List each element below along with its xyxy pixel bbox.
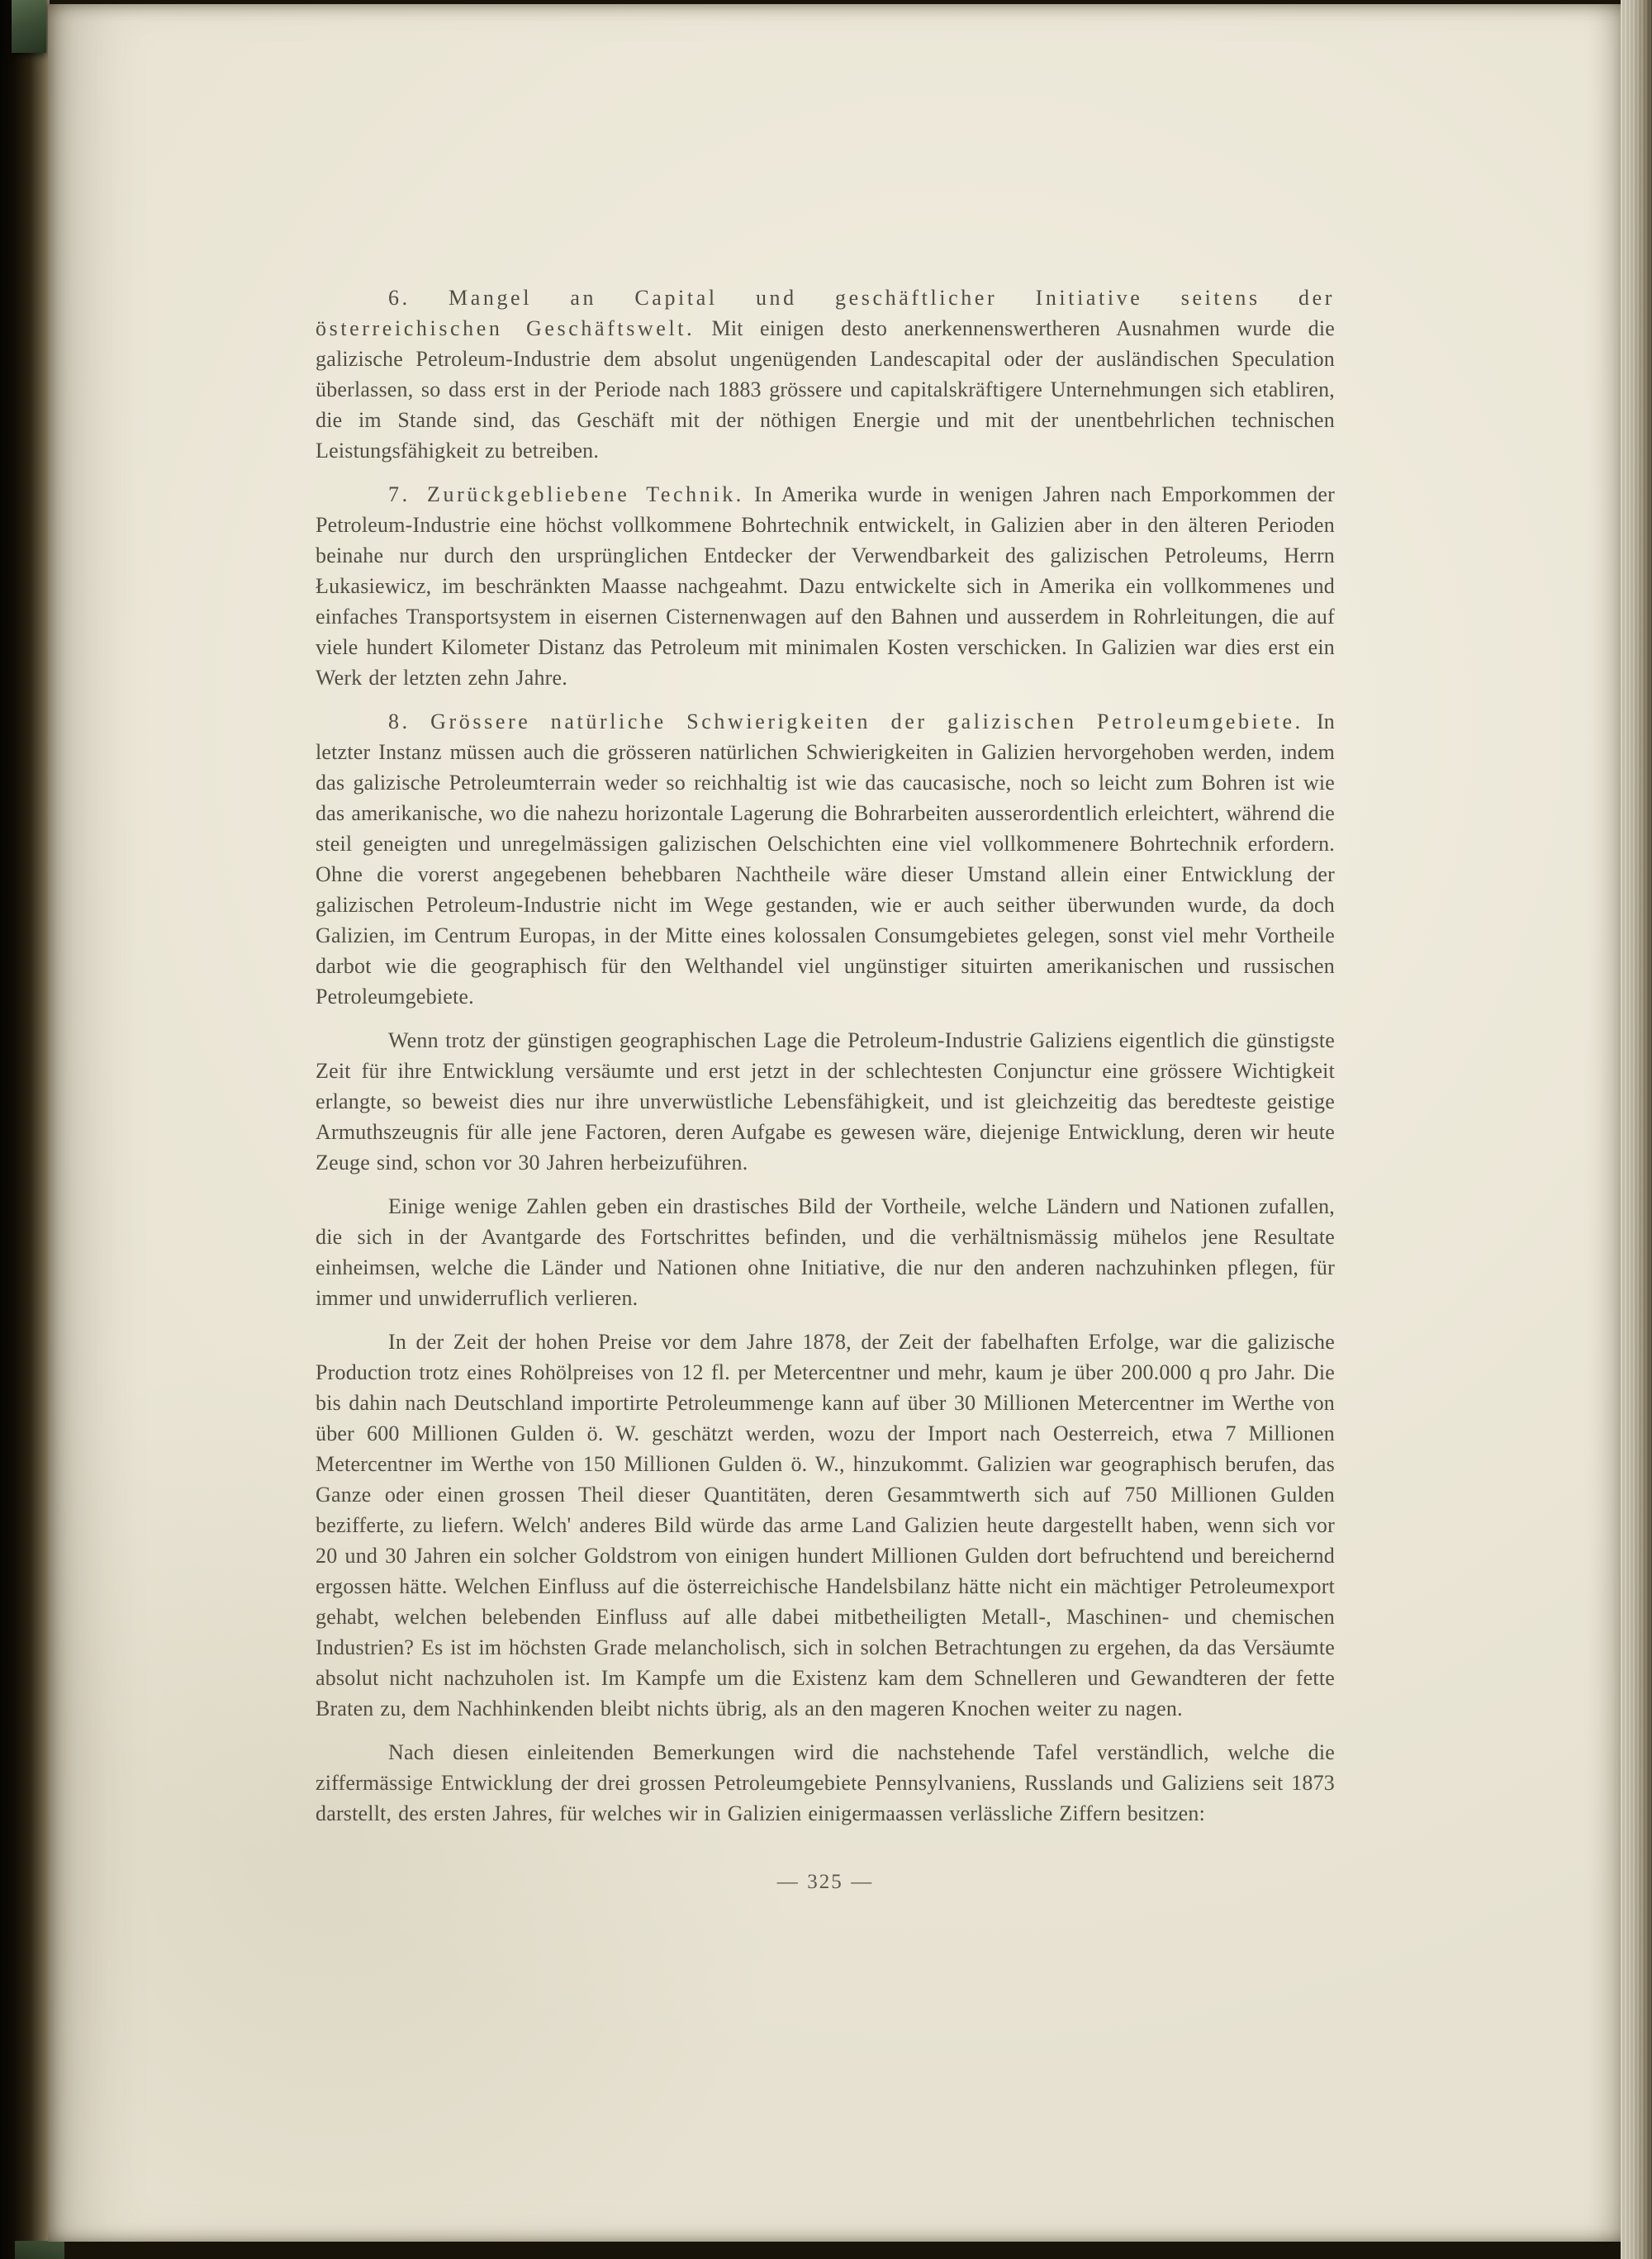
page-fore-edge <box>1621 0 1652 2259</box>
paragraph-7-zurueckgebliebene-technik <box>316 479 1335 693</box>
paragraph-6-mangel-an-capital <box>316 282 1335 466</box>
book-page <box>48 4 1621 2242</box>
page-number: — 325 — <box>776 1871 874 1893</box>
paragraph-nach-diesen-bemerkungen-body: Nach diesen einleitenden Bemerkungen wird die nachstehende Tafel verständlich, welche die ziffermässige Entwicklung der drei grossen Petroleumgebiete Pennsylvaniens, Russlands und Galiziens seit 1873 darstellt, des ersten Jahres, für welches wir in Galizien einigermaassen verlässliche Ziffern besitzen: <box>316 1740 1335 1825</box>
paragraph-einige-zahlen-body: Einige wenige Zahlen geben ein drastisches Bild der Vortheile, welche Ländern und Nationen zufallen, die sich in der Avantgarde des Fortschrittes befinden, und die verhältnismässig mühelos jene Resultate einheimsen, welche die Länder und Nationen ohne Initiative, die nur den anderen nachzuhinken pflegen, für immer und unwiderruflich verlieren. <box>316 1194 1335 1310</box>
paragraph-6-heading: 6. Mangel an Capital und geschäftlicher Initiative seitens der österreichischen Geschäftswelt. <box>316 286 1335 340</box>
paragraph-einige-zahlen <box>316 1191 1335 1313</box>
paragraph-in-der-zeit-body: In der Zeit der hohen Preise vor dem Jahre 1878, der Zeit der fabelhaften Erfolge, war die galizische Production trotz eines Rohölpreises von 12 fl. per Metercentner und mehr, kaum je über 200.000 q pro Jahr. Die bis dahin nach Deutschland importirte Petroleummenge kann auf über 30 Millionen Metercentner im Werthe von über 600 Millionen Gulden ö. W. geschätzt werden, wozu der Import nach Oesterreich, etwa 7 Millionen Metercentner im Werthe von 150 Millionen Gulden ö. W., hinzukommt. Galizien war geographisch berufen, das Ganze oder einen grossen Theil dieser Quantitäten, deren Gesammtwerth sich auf 750 Millionen Gulden bezifferte, zu liefern. Welch' anderes Bild würde das arme Land Galizien heute dargestellt haben, wenn sich vor 20 und 30 Jahren ein solcher Goldstrom von einigen hundert Millionen Gulden dort befruchtend und bereichernd ergossen hätte. Welchen Einfluss auf die österreichische Handelsbilanz hätte nicht ein mächtiger Petroleumexport gehabt, welchen belebenden Einfluss auf alle dabei mitbetheiligten Metall-, Maschinen- und chemischen Industrien? Es ist im höchsten Grade melancholisch, sich in solchen Betrachtungen zu ergehen, da das Versäumte absolut nicht nachzuholen ist. Im Kampfe um die Existenz kam dem Schnelleren und Gewandteren der fette Braten zu, dem Nachhinkenden bleibt nichts übrig, als an den mageren Knochen weiter zu nagen. <box>316 1330 1335 1720</box>
paragraph-6-body: Mit einigen desto anerkennenswertheren Ausnahmen wurde die galizische Petroleum-Industrie dem absolut ungenügenden Landescapital oder der ausländischen Speculation überlassen, so dass erst in der Periode nach 1883 grössere und capitalskräftigere Unternehmungen sich etabliren, die im Stande sind, das Geschäft mit der nöthigen Energie und mit der unentbehrlichen technischen Leistungsfähigkeit zu betreiben. <box>316 316 1335 463</box>
paragraph-7-body: In Amerika wurde in wenigen Jahren nach Emporkommen der Petroleum-Industrie eine höchst vollkommene Bohrtechnik entwickelt, in Galizien aber in den älteren Perioden beinahe nur durch den ursprünglichen Entdecker der Verwendbarkeit des galizischen Petroleums, Herrn Łukasiewicz, im beschränkten Maasse nachgeahmt. Dazu entwickelte sich in Amerika ein vollkommenes und einfaches Transportsystem in eisernen Cisternenwagen auf den Bahnen und ausserdem in Rohrleitungen, die auf viele hundert Kilometer Distanz das Petroleum mit minimalen Kosten verschicken. In Galizien war dies erst ein Werk der letzten zehn Jahre. <box>316 482 1335 690</box>
paragraph-wenn-trotz <box>316 1025 1335 1178</box>
paragraph-wenn-trotz-body: Wenn trotz der günstigen geographischen Lage die Petroleum-Industrie Galiziens eigentlich die günstigste Zeit für ihre Entwicklung versäumte und erst jetzt in der schlechtesten Conjunctur eine grössere Wichtigkeit erlangte, so beweist dies nur ihre unverwüstliche Lebensfähigkeit, und ist gleichzeitig das beredteste geistige Armuthszeugnis für alle jene Factoren, deren Aufgabe es gewesen wäre, diejenige Entwicklung, deren wir heute Zeuge sind, schon vor 30 Jahren herbeizuführen. <box>316 1028 1335 1175</box>
paragraph-in-der-zeit <box>316 1326 1335 1724</box>
text-block <box>316 282 1335 1897</box>
book-cover-corner-top <box>12 0 46 53</box>
book-cover-corner-bottom <box>15 2241 64 2259</box>
paragraph-8-body: In letzter Instanz müssen auch die grösseren natürlichen Schwierigkeiten in Galizien hervorgehoben werden, indem das galizische Petroleumterrain weder so reichhaltig ist wie das caucasische, noch so leicht zum Bohren ist wie das amerikanische, wo die nahezu horizontale Lagerung die Bohrarbeiten ausserordentlich erleichtert, während die steil geneigten und unregelmässigen galizischen Oelschichten eine viel vollkommenere Bohrtechnik erfordern. Ohne die vorerst angegebenen behebbaren Nachtheile wäre dieser Umstand allein einer Entwicklung der galizischen Petroleum-Industrie nicht im Wege gestanden, wie er auch seither überwunden wurde, da doch Galizien, im Centrum Europas, in der Mitte eines kolossalen Consumgebietes gelegen, sonst viel mehr Vortheile darbot wie die geographisch für den Welthandel viel ungünstiger situirten amerikanischen und russischen Petroleumgebiete. <box>316 709 1335 1008</box>
paragraph-8-heading: 8. Grössere natürliche Schwierigkeiten der galizischen Petroleumgebiete. <box>388 709 1303 733</box>
paragraph-8-natuerliche-schwierigkeiten <box>316 706 1335 1012</box>
paragraph-7-heading: 7. Zurückgebliebene Technik. <box>388 482 744 506</box>
paragraph-nach-diesen-bemerkungen <box>316 1737 1335 1829</box>
book-spine-edge <box>0 0 50 2259</box>
